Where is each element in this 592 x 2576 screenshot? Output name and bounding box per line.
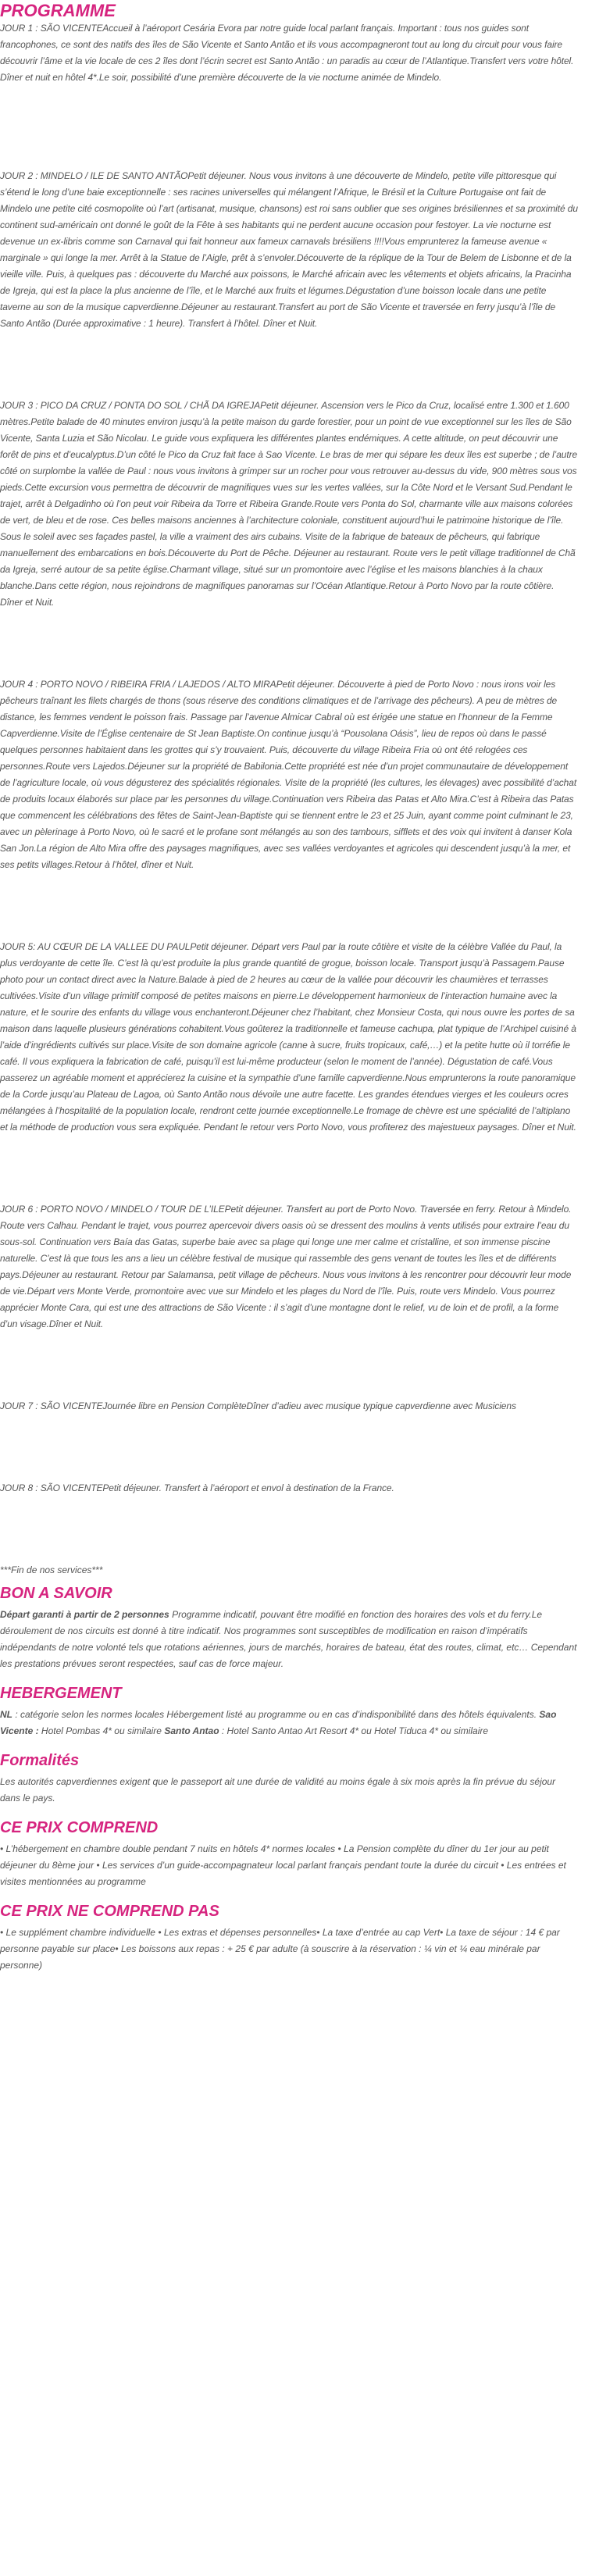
spacer xyxy=(0,1497,578,1562)
sao-vicente-label: Sao Vicente : xyxy=(0,1709,557,1737)
prix-ne-comprend-pas-text: • Le supplément chambre individuelle • Les extras et dépenses personnelles• La taxe d’entrée au cap Vert• La taxe de séjour : 14 € par personne payable sur place• Les boissons aux repas : + 25 € par adulte (à souscrire à la réservation : ¼ vin et ¼ eau minérale par personne) xyxy=(0,1927,560,1971)
hebergement-body-2: Hotel Pombas 4* ou similaire xyxy=(38,1725,165,1737)
day-3: JOUR 3 : PICO DA CRUZ / PONTA DO SOL / CHÃ DA IGREJAPetit déjeuner. Ascension vers le Pico da Cruz, localisé entre 1.300 et 1.600 mètres.Petite balade de 40 minutes environ jusqu’à la petite maison du garde forestier, pour un point de vue exceptionnel sur les îles de São Vicente, Santa Luzia et São Nicolau. Le guide vous expliquera les différentes plantes endémiques. A cette altitude, on peut découvrir une forêt de pins et d’eucalyptus.D’un côté le Pico da Cruz fait face à Sao Vicente. Le bras de mer qui sépare les deux îles est superbe ; de l’autre côté on surplombe la vallée de Paul : nous vous invitons à grimper sur un rocher pour vous retrouver au-dessus du vide, 900 mètres sous vos pieds.Cette excursion vous permettra de découvrir de magnifiques vues sur les vertes vallées, sur la Côte Nord et le Versant Sud.Pendant le trajet, arrêt à Delgadinho où l’on peut voir Ribeira da Torre et Ribeira Grande.Route vers Ponta do Sol, charmante ville aux maisons colorées de vert, de bleu et de rose. Ces belles maisons anciennes à l’architecture coloniale, constituent aujourd’hui le patrimoine historique de l’île. Sous le soleil avec ses façades pastel, la ville a vraiment des airs cubains. Visite de la fabrique de bateaux de pêcheurs, qui fabrique manuellement des embarcations en bois.Découverte du Port de Pêche. Déjeuner au restaurant. Route vers le petit village traditionnel de Chã da Igreja, serré autour de sa petite église.Charmant village, situé sur un promontoire avec l’église et les maisons blanchies à la chaux blanche.Dans cette région, nous rejoindrons de magnifiques panoramas sur l’Océan Atlantique.Retour à Porto Novo par la route côtière. Dîner et Nuit. xyxy=(0,400,578,608)
hebergement-heading: HEBERGEMENT xyxy=(0,1685,122,1703)
day-7: JOUR 7 : SÃO VICENTEJournée libre en Pension ComplèteDîner d’adieu avec musique typique capverdienne avec Musiciens xyxy=(0,1400,516,1412)
day-8: JOUR 8 : SÃO VICENTEPetit déjeuner. Transfert à l’aéroport et envol à destination de la France. xyxy=(0,1482,394,1494)
formalites-heading: Formalités xyxy=(0,1752,80,1770)
santo-antao-label: Santo Antao xyxy=(164,1725,219,1737)
programme-heading: PROGRAMME xyxy=(0,1,116,20)
hebergement-body-1: : catégorie selon les normes locales Hébergement listé au programme ou en cas d’indisponibilité dans des hôtels équivalents. xyxy=(12,1709,540,1721)
spacer xyxy=(0,1807,578,1819)
prix-comprend-text: • L’hébergement en chambre double pendant 7 nuits en hôtels 4* normes locales • La Pension complète du dîner du 1er jour au petit déjeuner du 8ème jour • Les services d’un guide-accompagnateur local parlant français pendant toute la durée du circuit • Les entrées et visites mentionnées au programme xyxy=(0,1843,566,1888)
prix-ne-comprend-pas-heading: CE PRIX NE COMPREND PAS xyxy=(0,1903,219,1921)
day-2: JOUR 2 : MINDELO / ILE DE SANTO ANTÃOPetit déjeuner. Nous vous invitons à une découverte de Mindelo, petite ville pittoresque qui s’étend le long d’une baie exceptionnelle : ses racines universelles qui mélangent l’Afrique, le Brésil et la Culture Portugaise ont fait de Mindelo une petite cité cosmopolite où l’art (artisanat, musique, chansons) est roi sans oublier que ses origines brésiliennes et sa proximité du continent sud-américain ont donné le goût de la Fête à ses habitants qui ne perdent aucune occasion pour festoyer. La vie nocturne est devenue un ex-libris comme son Carnaval qui fait honneur aux fameux carnavals brésiliens !!!!Vous emprunterez la fameuse avenue « marginale » qui longe la mer. Arrêt à la Statue de l’Aigle, prêt à s’envoler.Découverte de la réplique de la Tour de Belem de Lisbonne et de la vieille ville. Puis, à quelques pas : découverte du Marché aux poissons, le Marché africain avec les vêtements et objets africains, la Pracinha de Igreja, qui est la place la plus ancienne de l’île, et le Marché aux fruits et légumes.Dégustation d’une boisson locale dans une petite taverne au son de la musique capverdienne.Déjeuner au restaurant.Transfert au port de São Vicente et traversée en ferry jusqu’à l’île de Santo Antão (Durée approximative : 1 heure). Transfert à l’hôtel. Dîner et Nuit. xyxy=(0,170,578,330)
hebergement-body-3: : Hotel Santo Antao Art Resort 4* ou Hotel Tiduca 4* ou similaire xyxy=(219,1725,489,1737)
spacer xyxy=(0,1890,578,1903)
prix-comprend-heading: CE PRIX COMPREND xyxy=(0,1819,159,1837)
formalites-text: Les autorités capverdiennes exigent que le passeport ait une durée de validité au moins égale à six mois après la fin prévue du séjour dans le pays. xyxy=(0,1776,556,1804)
bon-a-savoir-body: Programme indicatif, pouvant être modifié en fonction des horaires des vols et du ferry.Le déroulement de nos circuits est donné à titre indicatif. Nos programmes sont susceptibles de modification en raison d’impératifs indépendants de notre volonté tels que rotations aériennes, jours de marchés, horaires de bateau, état des routes, climat, etc… Cependant les prestations prévues seront respectées, sauf cas de force majeur. xyxy=(0,1609,577,1670)
end-of-services: ***Fin de nos services*** xyxy=(0,1565,103,1576)
spacer xyxy=(0,1672,578,1685)
bon-a-savoir-heading: BON A SAVOIR xyxy=(0,1585,112,1603)
nl-label: NL xyxy=(0,1709,12,1721)
spacer xyxy=(0,332,578,398)
spacer xyxy=(0,873,578,939)
day-4: JOUR 4 : PORTO NOVO / RIBEIRA FRIA / LAJEDOS / ALTO MIRAPetit déjeuner. Découverte à pied de Porto Novo : nous irons voir les pêcheurs traînant les filets chargés de thons (sous réserve des conditions climatiques et de l’arrivage des pêcheurs). A peu de mètres de distance, les femmes vendent le poisson frais. Passage par l’avenue Almicar Cabral où est érigée une statue en l’honneur de la Femme Capverdienne.Visite de l’Église centenaire de St Jean Baptiste.On continue jusqu’à “Pousolana Oásis”, lieu de repos où dans le passé quelques personnes habitaient dans les grottes qui s’y trouvaient. Puis, découverte du village Ribeira Fria où ont été relogées ces personnes.Route vers Lajedos.Déjeuner sur la propriété de Babilonia.Cette propriété est née d’un projet communautaire de développement de l’agriculture locale, où vous dégusterez des spécialités régionales. Visite de la propriété (les cultures, les élevages) avec possibilité d’achat de produits locaux élaborés sur place par les personnes du village.Continuation vers Ribeira das Patas et Alto Mira.C’est à Ribeira das Patas que commencent les célébrations des fêtes de Saint-Jean-Baptiste qui se tiennent entre le 23 et 25 Juin, ayant comme point culminant le 23, avec un pèlerinage à Porto Novo, où le sacré et le profane sont mélangés au son des tambours, sifflets et des voix qui invitent à danser Kola San Jon.La région de Alto Mira offre des paysages magnifiques, avec ses vallées verdoyantes et agricoles qui descendent jusqu’à la mer, et ses petits villages.Retour à l’hôtel, dîner et Nuit. xyxy=(0,679,577,871)
spacer xyxy=(0,1333,578,1398)
day-6: JOUR 6 : PORTO NOVO / MINDELO / TOUR DE L’ILEPetit déjeuner. Transfert au port de Porto Novo. Traversée en ferry. Retour à Mindelo. Route vers Calhau. Pendant le trajet, vous pourrez apercevoir divers oasis où se dressent des moulins à vents utilisés pour extraire l’eau du sous-sol. Continuation vers Baía das Gatas, superbe baie avec sa plage qui longe une mer calme et cristalline, et son immense piscine naturelle. C’est là que tous les ans a lieu un célèbre festival de musique qui rassemble des gens venant de toutes les îles et de différents pays.Déjeuner au restaurant. Retour par Salamansa, petit village de pêcheurs. Nous vous invitons à les rencontrer pour découvrir leur mode de vie.Départ vers Monte Verde, promontoire avec vue sur Mindelo et les plages du Nord de l’île. Puis, route vers Mindelo. Vous pourrez apprécier Monte Cara, qui est une des attractions de São Vicente : il s’agit d’une montagne dont le relief, vu de loin et de profil, a la forme d’un visage.Dîner et Nuit. xyxy=(0,1204,572,1330)
spacer xyxy=(0,86,578,168)
guaranteed-departure: Départ garanti à partir de 2 personnes xyxy=(0,1609,169,1621)
day-1: JOUR 1 : SÃO VICENTEAccueil à l’aéroport Cesária Evora par notre guide local parlant français. Important : tous nos guides sont francophones, ce sont des natifs des îles de São Vicente et Santo Antão et ils vous accompagneront tout au long du circuit pour vous faire découvrir l’âme et la vie locale de ces 2 îles dont l’écrin secret est Santo Antão : un paradis au cœur de l’Atlantique.Transfert vers votre hôtel. Dîner et nuit en hôtel 4*.Le soir, possibilité d’une première découverte de la vie nocturne animée de Mindelo. xyxy=(0,23,574,84)
hebergement-text xyxy=(0,1707,578,1739)
spacer xyxy=(0,1739,578,1752)
bon-a-savoir-text xyxy=(0,1607,578,1672)
day-5: JOUR 5: AU CŒUR DE LA VALLEE DU PAULPetit déjeuner. Départ vers Paul par la route côtière et visite de la célèbre Vallée du Paul, la plus verdoyante de cette île. C’est là qu’est produite la plus grande quantité de grogue, boisson locale. Transport jusqu’à Passagem.Pause photo pour un contact direct avec la Nature.Balade à pied de 2 heures au cœur de la vallée pour découvrir les chaumières et terrasses cultivées.Visite d’un village primitif composé de petites maisons en pierre.Le développement harmonieux de l’interaction humaine avec la nature, et le sourire des enfants du village vous enchanteront.Déjeuner chez l’habitant, chez Monsieur Costa, qui nous ouvre les portes de sa maison dans laquelle plusieurs générations cohabitent.Vous goûterez la traditionnelle et fameuse cachupa, plat typique de l’Archipel cuisiné à l’aide d’ingrédients cultivés sur place.Visite de son domaine agricole (canne à sucre, fruits tropicaux, café,…) et la petite hutte où il torréfie le café. Il vous expliquera la fabrication de café, puisqu’il est lui-même producteur (selon le moment de l’année). Dégustation de café.Vous passerez un agréable moment et apprécierez la cuisine et la sympathie d’une famille capverdienne.Nous emprunterons la route panoramique de la Corde jusqu’au Plateau de Lagoa, où Santo Antão nous dévoile une autre facette. Les grandes étendues vierges et les couleurs ocres mélangées à l’hospitalité de la population locale, rendront cette journée exceptionnelle.Le fromage de chèvre est une spécialité de l’altiplano et la méthode de production vous sera expliquée. Pendant le retour vers Porto Novo, vous profiterez des majestueux paysages. Dîner et Nuit. xyxy=(0,941,576,1133)
spacer xyxy=(0,1136,578,1201)
spacer xyxy=(0,1579,578,1585)
spacer xyxy=(0,611,578,676)
spacer xyxy=(0,1415,578,1480)
